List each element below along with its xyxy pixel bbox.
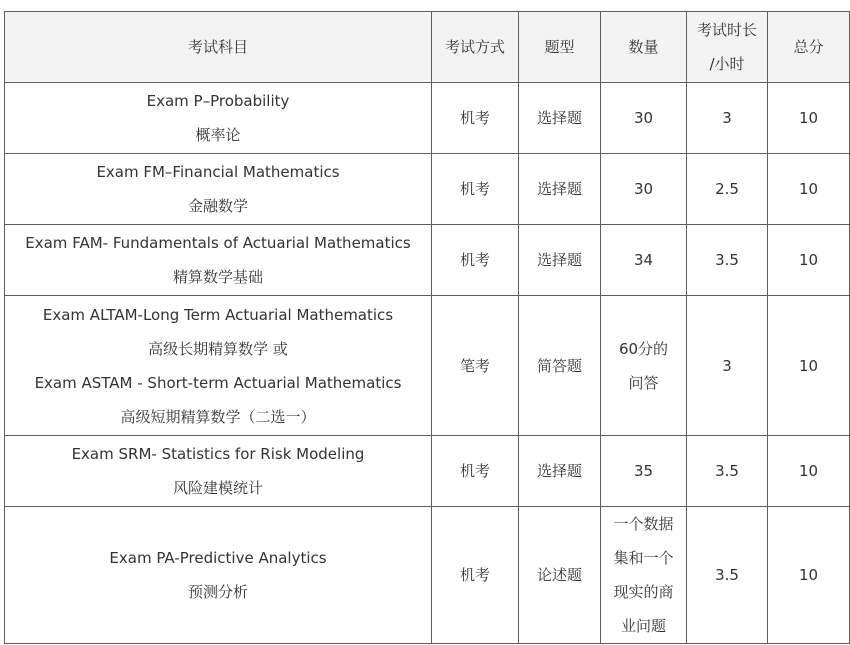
- header-row: [5, 12, 850, 83]
- type-cell: 选择题: [519, 154, 601, 225]
- type-cell: 选择题: [519, 225, 601, 296]
- exam-subjects-table: [4, 11, 850, 644]
- subject-line: Exam PA-Predictive Analytics: [109, 549, 327, 567]
- subject-cell: [5, 83, 432, 154]
- method-cell: 机考: [432, 225, 519, 296]
- subject-line: 预测分析: [187, 583, 248, 601]
- score-cell: 10: [768, 154, 850, 225]
- header-method: 考试方式: [432, 12, 519, 83]
- subject-line: 精算数学基础: [172, 268, 263, 286]
- type-cell: 简答题: [519, 296, 601, 436]
- type-cell: 论述题: [519, 507, 601, 644]
- count-cell: [601, 507, 687, 644]
- method-cell: 机考: [432, 83, 519, 154]
- subject-line: Exam ASTAM - Short-term Actuarial Mathematics: [34, 373, 402, 392]
- table-row: [5, 225, 850, 296]
- score-cell: 10: [768, 225, 850, 296]
- subject-cell: [5, 436, 432, 507]
- duration-cell: 3.5: [687, 225, 768, 296]
- subject-cell: [5, 154, 432, 225]
- table-row: [5, 296, 850, 436]
- subject-line: 金融数学: [187, 197, 248, 215]
- subject-line: 概率论: [195, 126, 241, 144]
- duration-cell: 2.5: [687, 154, 768, 225]
- method-cell: 机考: [432, 154, 519, 225]
- subject-line: 高级短期精算数学（二选一）: [120, 407, 316, 426]
- count-cell: 35: [601, 436, 687, 507]
- table-row: [5, 154, 850, 225]
- subject-line: Exam ALTAM-Long Term Actuarial Mathematics: [42, 305, 394, 324]
- count-cell: 34: [601, 225, 687, 296]
- header-subject: 考试科目: [5, 12, 432, 83]
- duration-cell: 3.5: [687, 436, 768, 507]
- duration-cell: 3: [687, 296, 768, 436]
- header-duration: [687, 12, 768, 83]
- subject-line: Exam FM–Financial Mathematics: [96, 163, 340, 181]
- subject-line: Exam FAM- Fundamentals of Actuarial Mathematics: [25, 234, 411, 252]
- score-cell: 10: [768, 436, 850, 507]
- header-duration-line1: 考试时长: [696, 21, 757, 39]
- method-cell: 机考: [432, 436, 519, 507]
- method-cell: 机考: [432, 507, 519, 644]
- subject-line: 高级长期精算数学 或: [148, 339, 288, 358]
- subject-cell: [5, 507, 432, 644]
- header-score: 总分: [768, 12, 850, 83]
- type-cell: 选择题: [519, 83, 601, 154]
- subject-line: Exam P–Probability: [146, 92, 290, 110]
- subject-cell: [5, 225, 432, 296]
- header-count: 数量: [601, 12, 687, 83]
- table-row: [5, 83, 850, 154]
- count-text: 一个数据集和一个现实的商业问题: [613, 515, 674, 635]
- table-row: [5, 507, 850, 644]
- type-cell: 选择题: [519, 436, 601, 507]
- count-cell: 30: [601, 154, 687, 225]
- score-cell: 10: [768, 507, 850, 644]
- method-cell: 笔考: [432, 296, 519, 436]
- header-type: 题型: [519, 12, 601, 83]
- duration-cell: 3: [687, 83, 768, 154]
- score-cell: 10: [768, 83, 850, 154]
- count-cell: 30: [601, 83, 687, 154]
- subject-line: 风险建模统计: [172, 479, 263, 497]
- count-text: 60分的问答: [618, 339, 669, 392]
- count-cell: [601, 296, 687, 436]
- table-row: [5, 436, 850, 507]
- header-duration-line2: /小时: [709, 55, 745, 73]
- duration-cell: 3.5: [687, 507, 768, 644]
- subject-cell: [5, 296, 432, 436]
- subject-line: Exam SRM- Statistics for Risk Modeling: [71, 445, 365, 463]
- score-cell: 10: [768, 296, 850, 436]
